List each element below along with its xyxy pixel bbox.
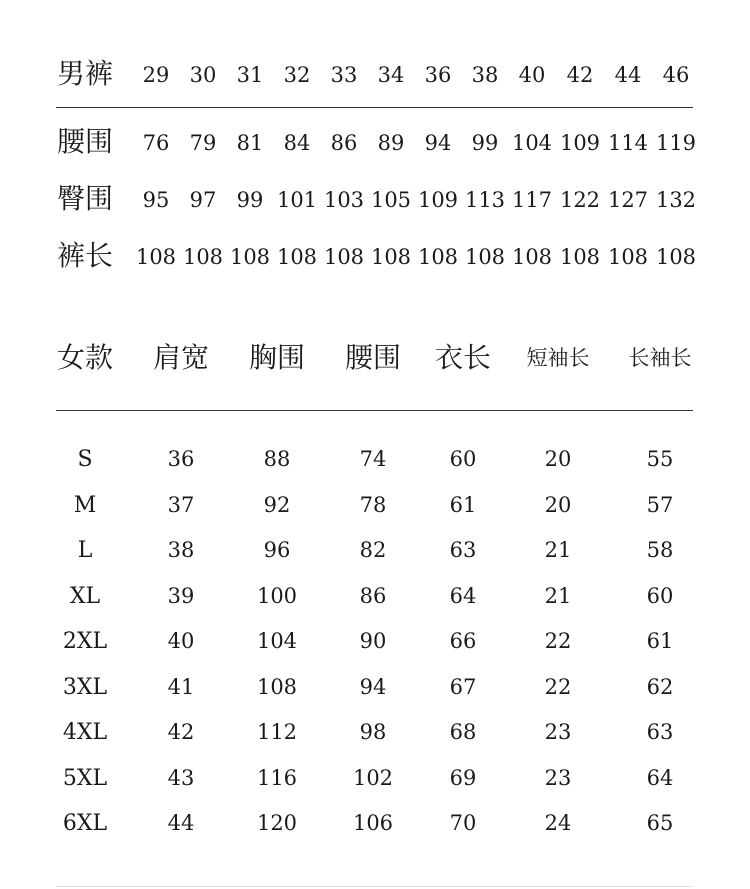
- mens-cell: 108: [323, 245, 365, 269]
- womens-cell: 42: [167, 720, 195, 744]
- mens-cell: 114: [607, 131, 649, 155]
- mens-cell: 132: [655, 188, 697, 212]
- womens-cell: 22: [544, 629, 572, 653]
- mens-size-header: 44: [614, 63, 642, 87]
- mens-size-header: 40: [518, 63, 546, 87]
- womens-cell: 65: [646, 811, 674, 835]
- womens-cell: 116: [256, 765, 298, 790]
- mens-cell: 99: [471, 131, 499, 155]
- womens-cell: 55: [646, 447, 674, 471]
- womens-cell: 104: [256, 629, 298, 653]
- womens-col-header: 肩宽: [152, 341, 210, 374]
- womens-cell: 60: [449, 447, 477, 471]
- mens-cell: 108: [607, 245, 649, 269]
- mens-cell: 108: [370, 245, 412, 269]
- mens-cell: 103: [323, 188, 365, 212]
- womens-cell: 98: [359, 720, 387, 744]
- mens-row-label: 臀围: [56, 182, 114, 215]
- mens-size-header: 38: [471, 63, 499, 87]
- mens-cell: 79: [189, 131, 217, 155]
- womens-cell: 106: [352, 811, 394, 835]
- womens-cell: 63: [449, 538, 477, 562]
- womens-cell: 37: [167, 492, 195, 517]
- womens-cell: 94: [359, 674, 387, 699]
- mens-cell: 95: [142, 188, 170, 212]
- womens-size-label: 3XL: [62, 674, 108, 700]
- mens-row-label: 裤长: [56, 239, 114, 272]
- womens-size-label: L: [77, 538, 93, 563]
- womens-size-label: 4XL: [62, 720, 108, 745]
- womens-cell: 74: [359, 447, 387, 471]
- womens-cell: 44: [167, 811, 195, 835]
- womens-cell: 20: [544, 447, 572, 471]
- womens-cell: 88: [263, 447, 291, 471]
- mens-row-label: 腰围: [56, 125, 114, 158]
- womens-col-header: 胸围: [248, 341, 306, 374]
- womens-col-header: 女款: [56, 341, 114, 374]
- womens-cell: 23: [544, 765, 572, 790]
- mens-cell: 76: [142, 131, 170, 155]
- womens-header-divider: [56, 410, 693, 411]
- mens-cell: 108: [511, 245, 553, 269]
- mens-cell: 117: [511, 188, 553, 212]
- mens-size-header: 34: [377, 63, 405, 87]
- mens-cell: 108: [276, 245, 318, 269]
- mens-cell: 108: [559, 245, 601, 269]
- mens-cell: 108: [464, 245, 506, 269]
- mens-header-divider: [56, 107, 693, 108]
- womens-cell: 78: [359, 492, 387, 517]
- mens-cell: 101: [276, 188, 318, 212]
- mens-cell: 81: [236, 131, 264, 155]
- womens-cell: 86: [359, 583, 387, 608]
- womens-cell: 64: [449, 583, 477, 608]
- mens-size-header: 46: [662, 63, 690, 87]
- mens-cell: 108: [229, 245, 271, 269]
- womens-cell: 92: [263, 492, 291, 517]
- mens-cell: 89: [377, 131, 405, 155]
- mens-size-header: 29: [142, 63, 170, 87]
- womens-size-label: XL: [69, 583, 101, 609]
- mens-cell: 113: [464, 188, 506, 212]
- womens-col-header: 短袖长: [526, 346, 590, 370]
- mens-cell: 104: [511, 131, 553, 155]
- mens-cell: 127: [607, 188, 649, 212]
- mens-cell: 108: [417, 245, 459, 269]
- womens-cell: 24: [544, 811, 572, 835]
- womens-cell: 64: [646, 765, 674, 790]
- mens-cell: 105: [370, 188, 412, 212]
- womens-cell: 36: [167, 447, 195, 471]
- mens-cell: 109: [417, 188, 459, 212]
- womens-size-label: 2XL: [62, 629, 108, 654]
- womens-cell: 120: [256, 811, 298, 835]
- womens-cell: 39: [167, 583, 195, 608]
- womens-cell: 66: [449, 629, 477, 653]
- mens-cell: 108: [182, 245, 224, 269]
- womens-cell: 82: [359, 538, 387, 562]
- womens-cell: 70: [449, 811, 477, 835]
- womens-cell: 62: [646, 674, 674, 699]
- womens-cell: 112: [256, 720, 298, 744]
- womens-size-label: M: [73, 492, 97, 518]
- womens-cell: 63: [646, 720, 674, 744]
- mens-cell: 122: [559, 188, 601, 212]
- mens-cell: 86: [330, 131, 358, 155]
- mens-size-header: 42: [566, 63, 594, 87]
- womens-cell: 108: [256, 674, 298, 699]
- mens-cell: 109: [559, 131, 601, 155]
- womens-cell: 23: [544, 720, 572, 744]
- womens-cell: 69: [449, 765, 477, 790]
- womens-size-label: 6XL: [62, 811, 108, 836]
- womens-cell: 68: [449, 720, 477, 744]
- womens-size-label: 5XL: [62, 765, 108, 791]
- womens-cell: 100: [256, 583, 298, 608]
- womens-cell: 21: [544, 538, 572, 562]
- womens-cell: 40: [167, 629, 195, 653]
- womens-cell: 90: [359, 629, 387, 653]
- mens-size-header: 36: [424, 63, 452, 87]
- mens-cell: 108: [135, 245, 177, 269]
- womens-col-header: 腰围: [344, 341, 402, 374]
- womens-col-header: 长袖长: [628, 346, 692, 370]
- womens-cell: 20: [544, 492, 572, 517]
- womens-cell: 41: [167, 674, 195, 699]
- mens-cell: 94: [424, 131, 452, 155]
- womens-cell: 102: [352, 765, 394, 790]
- mens-header-label: 男裤: [56, 57, 114, 90]
- womens-cell: 21: [544, 583, 572, 608]
- womens-cell: 58: [646, 538, 674, 562]
- womens-cell: 57: [646, 492, 674, 517]
- mens-cell: 108: [655, 245, 697, 269]
- mens-size-header: 32: [283, 63, 311, 87]
- womens-cell: 61: [449, 492, 477, 517]
- womens-cell: 38: [167, 538, 195, 562]
- mens-cell: 99: [236, 188, 264, 212]
- womens-cell: 61: [646, 629, 674, 653]
- mens-cell: 84: [283, 131, 311, 155]
- mens-size-header: 33: [330, 63, 358, 87]
- mens-cell: 97: [189, 188, 217, 212]
- womens-size-label: S: [77, 447, 93, 472]
- womens-cell: 60: [646, 583, 674, 608]
- womens-cell: 43: [167, 765, 195, 790]
- womens-col-header: 衣长: [434, 341, 492, 374]
- bottom-divider: [56, 886, 693, 887]
- womens-cell: 67: [449, 674, 477, 699]
- mens-cell: 119: [655, 131, 697, 155]
- mens-size-header: 31: [236, 63, 264, 87]
- womens-cell: 96: [263, 538, 291, 562]
- womens-cell: 22: [544, 674, 572, 699]
- mens-size-header: 30: [189, 63, 217, 87]
